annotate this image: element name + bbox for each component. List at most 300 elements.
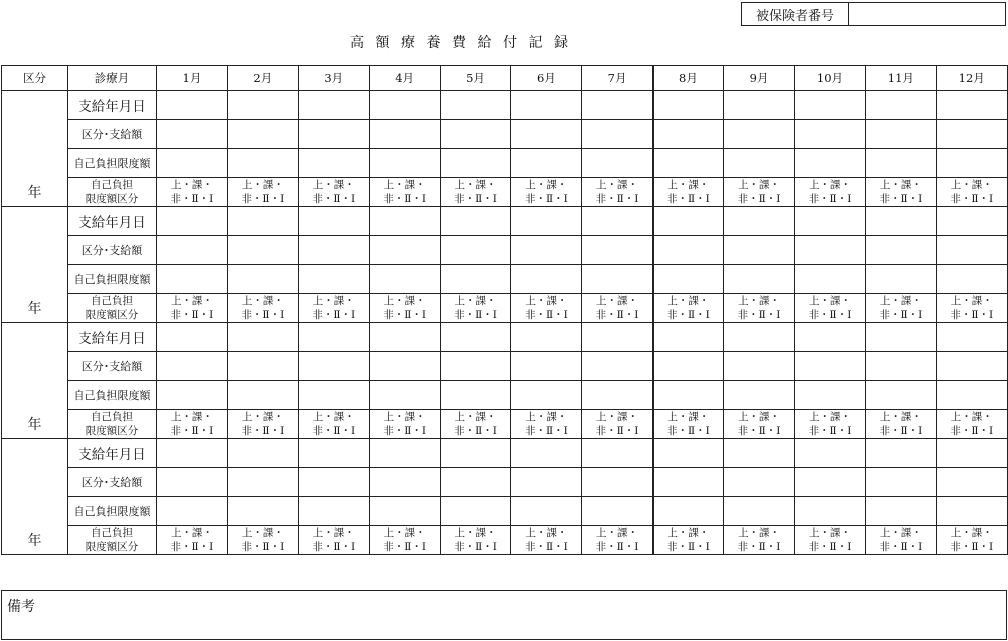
class-options-line2: 非・Ⅱ・Ⅰ [383, 193, 427, 205]
entry-cell[interactable] [936, 91, 1007, 120]
class-options-line1: 上・課・ [170, 411, 213, 423]
entry-cell[interactable] [369, 497, 440, 526]
page-title: 高額療養費給付記録 [350, 35, 580, 51]
class-options-line2: 非・Ⅱ・Ⅰ [950, 193, 994, 205]
class-options-line1: 上・課・ [312, 179, 355, 191]
entry-cell[interactable] [653, 207, 724, 236]
entry-cell[interactable] [724, 265, 795, 294]
entry-cell[interactable] [298, 468, 369, 497]
copay-class-options[interactable] [227, 294, 298, 323]
copay-class-options[interactable] [440, 526, 511, 555]
entry-cell[interactable] [653, 497, 724, 526]
class-options-line1: 上・課・ [596, 527, 639, 539]
entry-cell[interactable] [936, 468, 1007, 497]
entry-cell[interactable] [157, 323, 228, 352]
entry-cell[interactable] [653, 352, 724, 381]
class-options-line2: 非・Ⅱ・Ⅰ [525, 309, 568, 321]
entry-cell[interactable] [653, 381, 724, 410]
class-options-line1: 上・課・ [596, 411, 639, 423]
entry-cell[interactable] [298, 381, 369, 410]
copay-class-options[interactable] [795, 178, 866, 207]
entry-cell[interactable] [936, 265, 1007, 294]
copay-class-options[interactable] [369, 410, 440, 439]
copay-class-options[interactable] [724, 410, 795, 439]
entry-cell[interactable] [582, 439, 653, 468]
entry-cell[interactable] [440, 91, 511, 120]
copay-class-label-line1: 自己負担 [91, 179, 133, 191]
class-options-line1: 上・課・ [525, 411, 568, 423]
entry-cell[interactable] [724, 207, 795, 236]
entry-cell[interactable] [724, 468, 795, 497]
record-row [2, 149, 1008, 178]
copay-class-options[interactable] [795, 526, 866, 555]
entry-cell[interactable] [298, 265, 369, 294]
record-row [2, 352, 1008, 381]
record-row [2, 120, 1008, 149]
entry-cell[interactable] [511, 149, 582, 178]
entry-cell[interactable] [440, 265, 511, 294]
entry-cell[interactable] [227, 497, 298, 526]
entry-cell[interactable] [795, 352, 866, 381]
class-options-line2: 非・Ⅱ・Ⅰ [454, 541, 497, 553]
entry-cell[interactable] [157, 439, 228, 468]
record-row [2, 468, 1008, 497]
class-options-line2: 非・Ⅱ・Ⅰ [312, 309, 356, 321]
class-options-line1: 上・課・ [738, 411, 781, 423]
year-cell[interactable]: 年 [2, 323, 68, 439]
header-month: 7月 [582, 66, 653, 91]
entry-cell[interactable] [157, 236, 228, 265]
class-options-line2: 非・Ⅱ・Ⅰ [525, 425, 568, 437]
entry-cell[interactable] [865, 323, 936, 352]
entry-cell[interactable] [653, 323, 724, 352]
class-options-line1: 上・課・ [950, 295, 993, 307]
copay-class-options[interactable] [936, 410, 1007, 439]
entry-cell[interactable] [298, 323, 369, 352]
class-options-line1: 上・課・ [879, 411, 922, 423]
entry-cell[interactable] [795, 439, 866, 468]
copay-class-options[interactable] [440, 178, 511, 207]
copay-class-options[interactable] [298, 294, 369, 323]
entry-cell[interactable] [724, 352, 795, 381]
record-row [2, 178, 1008, 207]
record-row [2, 410, 1008, 439]
class-options-line2: 非・Ⅱ・Ⅰ [383, 425, 427, 437]
entry-cell[interactable] [511, 91, 582, 120]
header-treatment-month: 診療月 [68, 66, 157, 91]
class-options-line2: 非・Ⅱ・Ⅰ [737, 193, 781, 205]
copay-class-options[interactable] [653, 178, 724, 207]
insured-number-field[interactable] [849, 3, 1005, 25]
entry-cell[interactable] [157, 468, 228, 497]
entry-cell[interactable] [582, 352, 653, 381]
entry-cell[interactable] [511, 265, 582, 294]
class-options-line1: 上・課・ [241, 179, 284, 191]
entry-cell[interactable] [795, 265, 866, 294]
class-options-line1: 上・課・ [170, 179, 213, 191]
class-options-line1: 上・課・ [879, 179, 922, 191]
copay-class-options[interactable] [157, 526, 228, 555]
insured-number-box [741, 2, 1006, 26]
copay-limit-label: 自己負担限度額 [68, 497, 157, 526]
entry-cell[interactable] [511, 236, 582, 265]
entry-cell[interactable] [227, 468, 298, 497]
entry-cell[interactable] [369, 207, 440, 236]
record-row [2, 439, 1008, 468]
header-month: 3月 [298, 66, 369, 91]
entry-cell[interactable] [865, 497, 936, 526]
entry-cell[interactable] [511, 381, 582, 410]
class-options-line1: 上・課・ [383, 411, 426, 423]
entry-cell[interactable] [440, 323, 511, 352]
entry-cell[interactable] [936, 497, 1007, 526]
entry-cell[interactable] [795, 468, 866, 497]
record-row [2, 236, 1008, 265]
entry-cell[interactable] [795, 207, 866, 236]
header-month: 9月 [724, 66, 795, 91]
insured-number-label: 被保険者番号 [742, 3, 849, 25]
entry-cell[interactable] [724, 91, 795, 120]
entry-cell[interactable] [511, 207, 582, 236]
header-month: 8月 [653, 66, 724, 91]
year-cell[interactable]: 年 [2, 91, 68, 207]
entry-cell[interactable] [298, 236, 369, 265]
entry-cell[interactable] [440, 236, 511, 265]
copay-class-options[interactable] [724, 526, 795, 555]
class-options-line2: 非・Ⅱ・Ⅰ [595, 309, 639, 321]
entry-cell[interactable] [795, 236, 866, 265]
entry-cell[interactable] [724, 236, 795, 265]
entry-cell[interactable] [227, 207, 298, 236]
entry-cell[interactable] [440, 468, 511, 497]
year-cell[interactable]: 年 [2, 439, 68, 555]
entry-cell[interactable] [511, 323, 582, 352]
class-options-line1: 上・課・ [808, 179, 851, 191]
entry-cell[interactable] [582, 381, 653, 410]
entry-cell[interactable] [227, 120, 298, 149]
header-row [2, 66, 1008, 91]
class-options-line2: 非・Ⅱ・Ⅰ [950, 425, 994, 437]
copay-class-options[interactable] [298, 178, 369, 207]
entry-cell[interactable] [936, 149, 1007, 178]
entry-cell[interactable] [865, 265, 936, 294]
entry-cell[interactable] [440, 497, 511, 526]
header-month: 12月 [936, 66, 1007, 91]
class-options-line2: 非・Ⅱ・Ⅰ [170, 425, 214, 437]
entry-cell[interactable] [582, 91, 653, 120]
entry-cell[interactable] [936, 236, 1007, 265]
class-options-line2: 非・Ⅱ・Ⅰ [170, 193, 214, 205]
entry-cell[interactable] [227, 265, 298, 294]
class-options-line2: 非・Ⅱ・Ⅰ [879, 425, 923, 437]
entry-cell[interactable] [298, 120, 369, 149]
copay-class-options[interactable] [227, 410, 298, 439]
copay-class-options[interactable] [582, 526, 653, 555]
copay-class-options[interactable] [298, 410, 369, 439]
entry-cell[interactable] [227, 149, 298, 178]
entry-cell[interactable] [157, 91, 228, 120]
entry-cell[interactable] [653, 149, 724, 178]
entry-cell[interactable] [653, 265, 724, 294]
entry-cell[interactable] [157, 207, 228, 236]
copay-class-options[interactable] [936, 178, 1007, 207]
class-options-line1: 上・課・ [454, 295, 497, 307]
copay-class-options[interactable] [724, 178, 795, 207]
entry-cell[interactable] [724, 323, 795, 352]
copay-class-options[interactable] [440, 294, 511, 323]
class-options-line1: 上・課・ [950, 411, 993, 423]
copay-class-options[interactable] [865, 526, 936, 555]
copay-class-label-line2: 限度額区分 [85, 309, 139, 321]
entry-cell[interactable] [369, 91, 440, 120]
entry-cell[interactable] [724, 149, 795, 178]
class-options-line1: 上・課・ [525, 179, 568, 191]
entry-cell[interactable] [369, 468, 440, 497]
entry-cell[interactable] [227, 439, 298, 468]
remarks-box[interactable] [1, 590, 1007, 640]
entry-cell[interactable] [511, 120, 582, 149]
copay-limit-label: 自己負担限度額 [68, 381, 157, 410]
entry-cell[interactable] [936, 381, 1007, 410]
class-options-line1: 上・課・ [454, 179, 497, 191]
class-options-line2: 非・Ⅱ・Ⅰ [454, 193, 497, 205]
entry-cell[interactable] [440, 381, 511, 410]
copay-limit-label: 自己負担限度額 [68, 265, 157, 294]
class-options-line1: 上・課・ [241, 527, 284, 539]
class-options-line2: 非・Ⅱ・Ⅰ [454, 309, 497, 321]
entry-cell[interactable] [298, 497, 369, 526]
entry-cell[interactable] [724, 120, 795, 149]
entry-cell[interactable] [936, 207, 1007, 236]
payment-date-label: 支給年月日 [68, 439, 157, 468]
entry-cell[interactable] [511, 352, 582, 381]
entry-cell[interactable] [227, 91, 298, 120]
entry-cell[interactable] [157, 497, 228, 526]
entry-cell[interactable] [582, 265, 653, 294]
class-options-line1: 上・課・ [950, 527, 993, 539]
class-options-line2: 非・Ⅱ・Ⅰ [170, 541, 214, 553]
copay-class-options[interactable] [582, 178, 653, 207]
copay-limit-label: 自己負担限度額 [68, 149, 157, 178]
class-options-line2: 非・Ⅱ・Ⅰ [667, 309, 710, 321]
copay-class-options[interactable] [795, 294, 866, 323]
class-options-line1: 上・課・ [241, 295, 284, 307]
entry-cell[interactable] [298, 352, 369, 381]
copay-class-options[interactable] [511, 294, 582, 323]
copay-class-options[interactable] [653, 410, 724, 439]
class-options-line1: 上・課・ [383, 527, 426, 539]
remarks-label: 備考 [7, 599, 35, 615]
entry-cell[interactable] [865, 91, 936, 120]
entry-cell[interactable] [795, 323, 866, 352]
entry-cell[interactable] [157, 149, 228, 178]
entry-cell[interactable] [653, 236, 724, 265]
entry-cell[interactable] [298, 91, 369, 120]
class-options-line2: 非・Ⅱ・Ⅰ [525, 541, 568, 553]
entry-cell[interactable] [440, 352, 511, 381]
entry-cell[interactable] [369, 236, 440, 265]
copay-class-options[interactable] [511, 178, 582, 207]
copay-class-options[interactable] [298, 526, 369, 555]
entry-cell[interactable] [724, 439, 795, 468]
copay-class-options[interactable] [511, 526, 582, 555]
entry-cell[interactable] [724, 381, 795, 410]
copay-class-options[interactable] [653, 526, 724, 555]
record-row [2, 497, 1008, 526]
entry-cell[interactable] [369, 352, 440, 381]
copay-class-options[interactable] [440, 410, 511, 439]
entry-cell[interactable] [440, 120, 511, 149]
entry-cell[interactable] [298, 149, 369, 178]
class-options-line2: 非・Ⅱ・Ⅰ [383, 309, 427, 321]
entry-cell[interactable] [582, 236, 653, 265]
entry-cell[interactable] [298, 439, 369, 468]
entry-cell[interactable] [227, 236, 298, 265]
copay-class-options[interactable] [582, 410, 653, 439]
class-options-line1: 上・課・ [312, 295, 355, 307]
entry-cell[interactable] [865, 439, 936, 468]
entry-cell[interactable] [227, 381, 298, 410]
entry-cell[interactable] [795, 381, 866, 410]
entry-cell[interactable] [369, 120, 440, 149]
entry-cell[interactable] [865, 236, 936, 265]
entry-cell[interactable] [865, 120, 936, 149]
entry-cell[interactable] [157, 352, 228, 381]
copay-class-options[interactable] [653, 294, 724, 323]
class-options-line1: 上・課・ [738, 295, 781, 307]
copay-class-options[interactable] [227, 526, 298, 555]
class-options-line2: 非・Ⅱ・Ⅰ [241, 425, 285, 437]
entry-cell[interactable] [865, 352, 936, 381]
entry-cell[interactable] [511, 468, 582, 497]
entry-cell[interactable] [936, 439, 1007, 468]
class-options-line1: 上・課・ [312, 527, 355, 539]
entry-cell[interactable] [227, 352, 298, 381]
copay-class-options[interactable] [795, 410, 866, 439]
entry-cell[interactable] [795, 120, 866, 149]
class-options-line1: 上・課・ [667, 411, 710, 423]
copay-class-options[interactable] [157, 410, 228, 439]
payment-date-label: 支給年月日 [68, 207, 157, 236]
entry-cell[interactable] [582, 468, 653, 497]
class-options-line1: 上・課・ [312, 411, 355, 423]
class-options-line1: 上・課・ [525, 295, 568, 307]
entry-cell[interactable] [511, 439, 582, 468]
payment-date-label: 支給年月日 [68, 91, 157, 120]
class-options-line2: 非・Ⅱ・Ⅰ [595, 425, 639, 437]
entry-cell[interactable] [582, 323, 653, 352]
entry-cell[interactable] [795, 91, 866, 120]
entry-cell[interactable] [440, 439, 511, 468]
copay-class-options[interactable] [865, 410, 936, 439]
entry-cell[interactable] [865, 468, 936, 497]
entry-cell[interactable] [795, 149, 866, 178]
class-options-line2: 非・Ⅱ・Ⅰ [312, 193, 356, 205]
copay-class-options[interactable] [227, 178, 298, 207]
entry-cell[interactable] [369, 439, 440, 468]
class-options-line1: 上・課・ [241, 411, 284, 423]
class-options-line1: 上・課・ [454, 411, 497, 423]
copay-class-label [68, 410, 157, 439]
entry-cell[interactable] [440, 207, 511, 236]
class-options-line1: 上・課・ [383, 179, 426, 191]
class-options-line2: 非・Ⅱ・Ⅰ [595, 541, 639, 553]
entry-cell[interactable] [653, 439, 724, 468]
copay-class-label-line2: 限度額区分 [85, 541, 139, 553]
entry-cell[interactable] [227, 323, 298, 352]
entry-cell[interactable] [157, 265, 228, 294]
entry-cell[interactable] [653, 91, 724, 120]
entry-cell[interactable] [653, 120, 724, 149]
record-row [2, 526, 1008, 555]
entry-cell[interactable] [440, 149, 511, 178]
entry-cell[interactable] [653, 468, 724, 497]
entry-cell[interactable] [582, 149, 653, 178]
class-options-line2: 非・Ⅱ・Ⅰ [737, 309, 781, 321]
class-options-line2: 非・Ⅱ・Ⅰ [737, 425, 781, 437]
entry-cell[interactable] [369, 149, 440, 178]
copay-class-options[interactable] [369, 178, 440, 207]
entry-cell[interactable] [936, 323, 1007, 352]
entry-cell[interactable] [157, 381, 228, 410]
entry-cell[interactable] [936, 352, 1007, 381]
entry-cell[interactable] [582, 207, 653, 236]
copay-class-options[interactable] [369, 294, 440, 323]
entry-cell[interactable] [865, 381, 936, 410]
copay-class-options[interactable] [936, 526, 1007, 555]
entry-cell[interactable] [511, 497, 582, 526]
class-options-line2: 非・Ⅱ・Ⅰ [808, 193, 852, 205]
class-options-line2: 非・Ⅱ・Ⅰ [808, 425, 852, 437]
class-options-line1: 上・課・ [738, 527, 781, 539]
entry-cell[interactable] [582, 497, 653, 526]
header-category: 区分 [2, 66, 68, 91]
copay-class-options[interactable] [865, 294, 936, 323]
copay-class-options[interactable] [157, 294, 228, 323]
record-row [2, 91, 1008, 120]
copay-class-options[interactable] [157, 178, 228, 207]
class-options-line1: 上・課・ [170, 527, 213, 539]
entry-cell[interactable] [582, 120, 653, 149]
year-cell[interactable]: 年 [2, 207, 68, 323]
copay-class-options[interactable] [511, 410, 582, 439]
class-options-line1: 上・課・ [667, 527, 710, 539]
entry-cell[interactable] [369, 323, 440, 352]
entry-cell[interactable] [298, 207, 369, 236]
category-amount-label: 区分･支給額 [68, 236, 157, 265]
copay-class-options[interactable] [865, 178, 936, 207]
copay-class-options[interactable] [936, 294, 1007, 323]
class-options-line2: 非・Ⅱ・Ⅰ [170, 309, 214, 321]
class-options-line1: 上・課・ [879, 295, 922, 307]
entry-cell[interactable] [865, 149, 936, 178]
entry-cell[interactable] [936, 120, 1007, 149]
entry-cell[interactable] [795, 497, 866, 526]
class-options-line1: 上・課・ [879, 527, 922, 539]
record-row [2, 323, 1008, 352]
copay-class-options[interactable] [724, 294, 795, 323]
class-options-line2: 非・Ⅱ・Ⅰ [950, 309, 994, 321]
entry-cell[interactable] [369, 265, 440, 294]
entry-cell[interactable] [724, 497, 795, 526]
class-options-line2: 非・Ⅱ・Ⅰ [667, 541, 710, 553]
copay-class-options[interactable] [582, 294, 653, 323]
entry-cell[interactable] [369, 381, 440, 410]
record-row [2, 294, 1008, 323]
copay-class-options[interactable] [369, 526, 440, 555]
entry-cell[interactable] [865, 207, 936, 236]
entry-cell[interactable] [157, 120, 228, 149]
